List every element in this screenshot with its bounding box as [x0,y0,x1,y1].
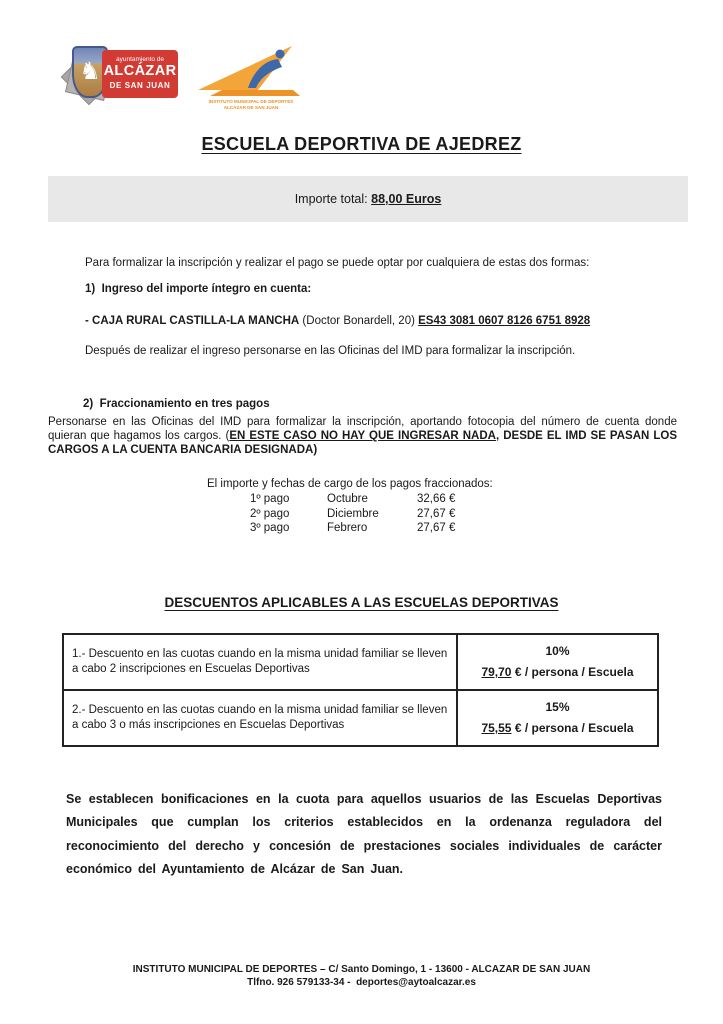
importe-total-label: Importe total: [294,192,372,206]
payment-rows [250,492,537,536]
imd-logo-line2: ALCÁZAR DE SAN JUAN [223,105,279,110]
discounts-heading-text: DESCUENTOS APLICABLES A LAS ESCUELAS DEPORTIVAS [164,595,559,610]
importe-total-box [48,176,688,222]
imd-logo-line1: INSTITUTO MUNICIPAL DE DEPORTES [208,99,294,104]
intro-paragraph: Para formalizar la inscripción y realizar el pago se puede optar por cualquiera de estas dos formas: [85,257,590,269]
iban-number: ES43 3081 0607 8126 6751 8928 [418,315,591,327]
importe-total-value: 88,00 Euros [371,192,442,206]
page-title-text: ESCUELA DEPORTIVA DE AJEDREZ [201,134,522,154]
discount-description: 1.- Descuento en las cuotas cuando en la misma unidad familiar se lleven a cabo 2 inscripciones en Escuelas Deportivas [63,634,457,690]
discount-price: 79,70 [481,665,512,679]
discount-percent: 10% [545,644,570,658]
knight-icon: ♞ [79,58,101,85]
payment-row [250,492,537,507]
payment-label: 3º pago [250,522,290,535]
imd-logo-graphic [196,44,308,110]
ayto-logo-text-box [102,50,178,98]
payment-month: Octubre [327,493,368,505]
discounts-heading [0,595,723,610]
payment-label: 2º pago [250,507,290,520]
payment-amount: 27,67 € [417,522,456,535]
bank-branch: (Doctor Bonardell, 20) [299,315,419,327]
payment-month: Febrero [327,522,368,535]
option2-section [48,398,677,457]
option2-body-emphasis: EN ESTE CASO NO HAY QUE INGRESAR NADA [229,429,496,442]
ayto-logo-line2: ALCÁZAR [103,62,177,79]
bonus-paragraph: Se establecen bonificaciones en la cuota para aquellos usuarios de las Escuelas Deportivas Municipales que cumplan los criterios establecidos en la ordenanza reguladora del reconocimiento del derecho y concesión de prestaciones sociales individuales de carácter económico del Ayuntamiento de Alcázar de San Juan. [66,792,662,877]
payment-month: Diciembre [327,507,379,520]
discount-price-line [466,662,649,683]
payment-amount: 32,66 € [417,493,456,505]
discount-price-suffix: € / persona / Escuela [511,721,634,735]
ayto-logo-line1: ayuntamiento de [115,56,165,63]
imd-figure-head [276,50,285,59]
option2-paragraph [48,416,677,457]
imd-logo [196,44,308,110]
footer-address: INSTITUTO MUNICIPAL DE DEPORTES – C/ Santo Domingo, 1 - 13600 - ALCAZAR DE SAN JUAN [132,964,591,975]
discount-value-cell [457,634,658,690]
option2-body-end: , DESDE EL IMD SE PASAN LOS CARGOS A LA CUENTA BANCARIA DESIGNADA) [48,429,678,456]
option1-note: Después de realizar el ingreso personarse en las Oficinas del IMD para formalizar la inscripción. [85,345,576,357]
bank-account-line [85,314,685,328]
payment-label: 1º pago [250,493,290,505]
discounts-table [62,633,659,747]
option2-body-start: Personarse en las Oficinas del IMD para formalizar la inscripción, aportando fotocopia del número de cuenta donde quieran que hagamos los cargos. ( [48,416,677,442]
discount-price: 75,55 [481,721,512,735]
page-title [0,134,723,155]
imd-ground-shape [210,90,300,96]
discount-price-suffix: € / persona / Escuela [511,665,634,679]
payment-schedule-intro: El importe y fechas de cargo de los pagos fraccionados: [207,478,493,490]
payment-amount: 27,67 € [417,507,456,520]
ayto-logo-line3: DE SAN JUAN [109,80,171,90]
payment-schedule [207,477,537,536]
discount-description: 2.- Descuento en las cuotas cuando en la misma unidad familiar se lleven a cabo 3 o más inscripciones en Escuelas Deportivas [63,690,457,746]
ayuntamiento-logo [52,38,184,114]
option2-heading: 2) Fraccionamiento en tres pagos [83,398,270,410]
payment-row [250,521,537,536]
discount-percent: 15% [545,700,570,714]
bank-name: - CAJA RURAL CASTILLA-LA MANCHA [85,315,300,327]
table-row [63,634,658,690]
payment-row [250,507,537,522]
table-row [63,690,658,746]
discount-value-cell [457,690,658,746]
discount-price-line [466,718,649,739]
footer [0,963,723,989]
footer-contact: Tlfno. 926 579133-34 - deportes@aytoalcazar.es [247,977,476,988]
option1-heading: 1) Ingreso del importe íntegro en cuenta: [85,283,312,295]
